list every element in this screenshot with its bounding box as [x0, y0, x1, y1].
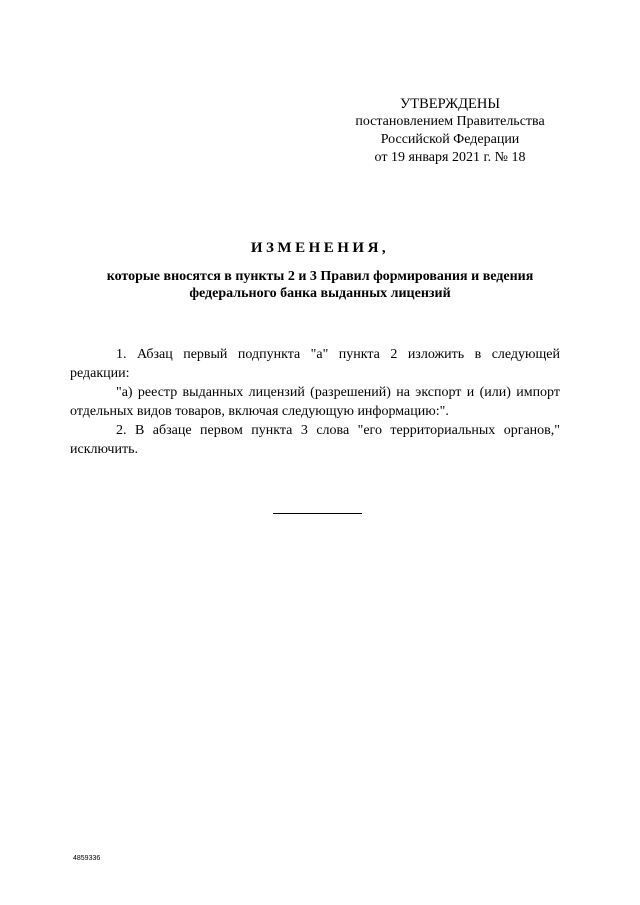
document-subtitle [60, 268, 580, 302]
paragraph-1: 1. Абзац первый подпункта "а" пункта 2 изложить в следующей редакции: [70, 347, 560, 381]
end-separator-line [273, 513, 362, 514]
approval-date-line: от 19 января 2021 г. № 18 [374, 150, 526, 165]
subtitle-line-1: которые вносятся в пункты 2 и 3 Правил формирования и ведения [106, 269, 534, 284]
subtitle-line-2: федерального банка выданных лицензий [189, 286, 451, 301]
approval-heading: УТВЕРЖДЕНЫ [399, 96, 501, 112]
document-title: ИЗМЕНЕНИЯ, [250, 240, 390, 256]
approval-resolution-line: постановлением Правительства [355, 114, 545, 129]
approval-federation-line: Российской Федерации [380, 132, 520, 147]
document-body [70, 345, 560, 459]
paragraph-2: "а) реестр выданных лицензий (разрешений) на экспорт и (или) импорт отдельных видов товаров, включая следующую информацию:". [70, 385, 560, 419]
document-number: 4859336 [73, 855, 101, 862]
paragraph-3: 2. В абзаце первом пункта 3 слова "его территориальных органов," исключить. [70, 423, 560, 457]
approval-block [330, 95, 570, 167]
